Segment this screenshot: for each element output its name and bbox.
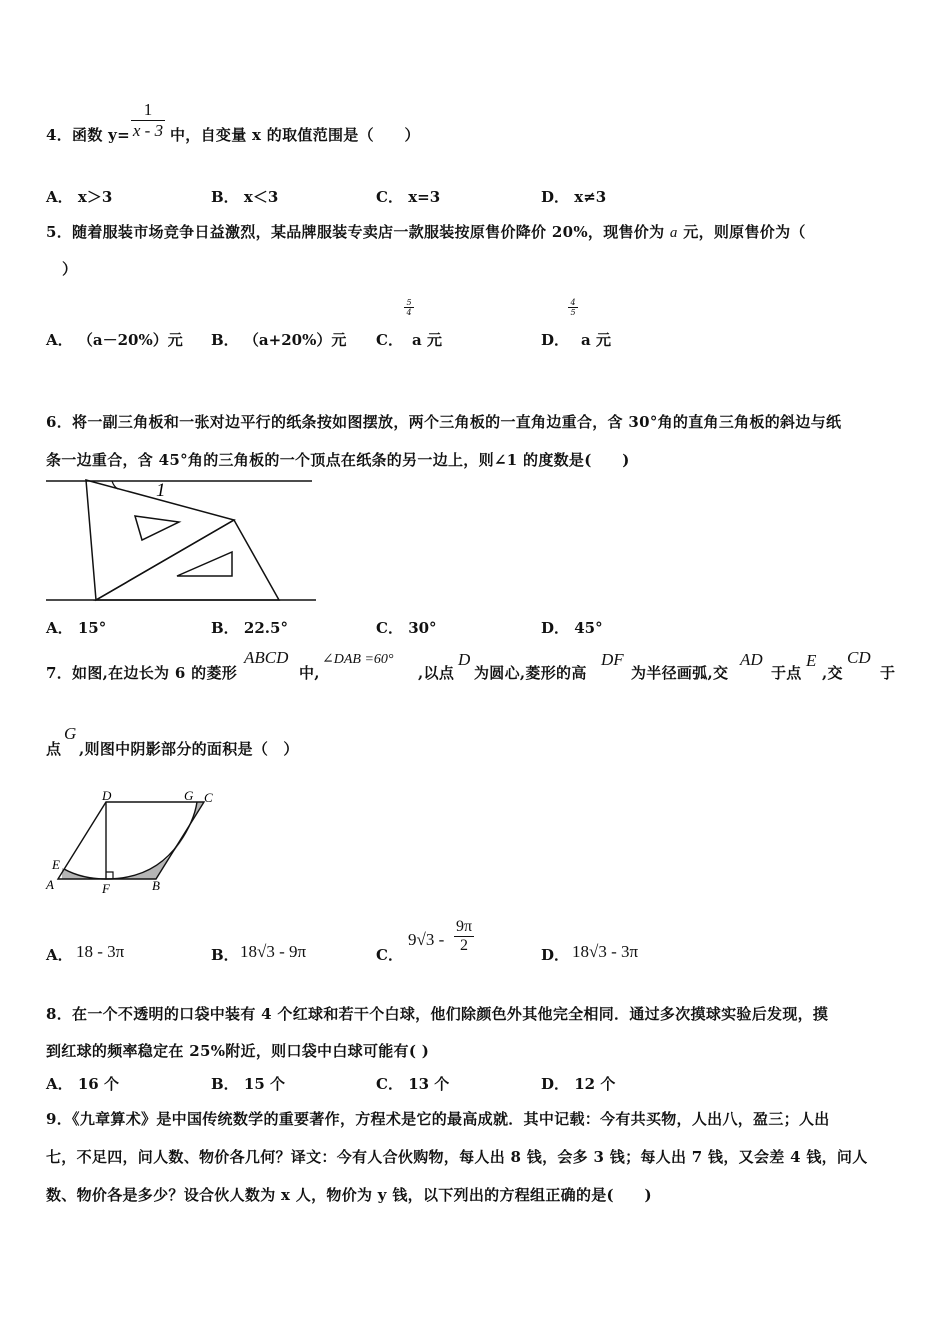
q7-option-d[interactable]: D． [541, 946, 570, 964]
q9-stem-line1: 9．《九章算术》是中国传统数学的重要著作，方程术是它的最高成就．其中记载：今有共买物，人出八，盈三；人出 [46, 1110, 830, 1128]
q7-text-3: ,以点 [418, 664, 455, 682]
q7-math-g: G [64, 724, 77, 743]
q4-frac-num: 1 [143, 100, 153, 119]
q8-option-c[interactable]: C． 13 个 [376, 1075, 450, 1093]
q7-line2-a: 点 [46, 740, 62, 758]
q7-math-ad: AD [740, 650, 763, 669]
q5-option-d[interactable]: D． [541, 331, 570, 349]
q4-fraction [128, 100, 168, 140]
label-f: F [102, 881, 110, 896]
q5-option-d-value: a 元 [581, 331, 611, 349]
q5-option-c[interactable]: C． [376, 331, 403, 349]
label-g: G [184, 788, 194, 803]
q5-option-d-fraction: $\frac{4}{5}$ [570, 298, 576, 318]
q4-option-c[interactable]: C． x=3 [376, 188, 441, 206]
q6-option-a[interactable]: A． 15° [46, 619, 107, 637]
q7-text-7: ,交 [822, 664, 843, 682]
q4-option-b[interactable]: B． x＜3 [211, 188, 279, 206]
label-a: A [46, 877, 54, 892]
q7-math-d: D [458, 650, 471, 669]
angle-1-label: 1 [156, 480, 166, 501]
q7-option-c-fraction: $\frac{9\pi}{2}$ [456, 918, 473, 955]
q6-stem-line2: 条一边重合，含 45°角的三角板的一个顶点在纸条的另一边上，则∠1 的度数是( ) [46, 451, 630, 469]
q8-option-b[interactable]: B． 15 个 [211, 1075, 286, 1093]
q6-option-d[interactable]: D． 45° [541, 619, 603, 637]
q8-stem-line1: 8．在一个不透明的口袋中装有 4 个红球和若干个白球，他们除颜色外其他完全相同．通过多次摸球实验后发现，摸 [46, 1005, 829, 1023]
q8-option-d[interactable]: D． 12 个 [541, 1075, 616, 1093]
q9-stem-line2: 七，不足四，问人数、物价各几何？译文：今有人合伙购物，每人出 8 钱，会多 3 钱；每人出 7 钱，又会差 4 钱，问人 [46, 1148, 868, 1166]
q7-option-c-value-a: 9√3 - [408, 930, 445, 949]
q7-text-8: 于 [880, 664, 896, 682]
q7-math-df: DF [601, 650, 624, 669]
q7-option-a[interactable]: A． [46, 946, 73, 964]
q4-option-d[interactable]: D． x≠3 [541, 188, 607, 206]
q7-line2-b: ,则图中阴影部分的面积是（ ） [79, 740, 299, 758]
q7-option-a-value: 18 - 3π [76, 942, 125, 961]
q8-stem-line2: 到红球的频率稳定在 25%附近，则口袋中白球可能有( ) [46, 1042, 430, 1060]
shaded-region-bottom [108, 856, 170, 879]
q5-stem-line1: 5．随着服装市场竞争日益激烈，某品牌服装专卖店一款服装按原售价降价 20%，现售价为 a 元，则原售价为（ [46, 223, 806, 241]
forty-five-degree-triangle [96, 520, 279, 600]
q7-text-2: 中, [299, 664, 320, 682]
q7-option-b-value: 18√3 - 9π [240, 942, 307, 961]
q4-prefix: 函数 y= [72, 126, 131, 144]
q7-rhombus-figure [44, 788, 224, 898]
q7-math-e: E [806, 651, 817, 670]
q5-var-a: a [669, 225, 678, 241]
q4-suffix: 中，自变量 x 的取值范围是（ ） [170, 126, 420, 144]
label-d: D [102, 788, 112, 803]
q6-option-c[interactable]: C． 30° [376, 619, 437, 637]
q4-frac-den: x - 3 [132, 120, 164, 140]
q8-option-a[interactable]: A． 16 个 [46, 1075, 119, 1093]
q7-text-1: 7．如图,在边长为 6 的菱形 [46, 664, 238, 682]
q7-option-c[interactable]: C． [376, 946, 403, 964]
forty-five-degree-triangle-hole [177, 552, 232, 576]
q7-text-6: 于点 [771, 664, 802, 682]
q7-option-b[interactable]: B． [211, 946, 239, 964]
q7-math-abcd: ABCD [244, 648, 289, 667]
q4-option-a[interactable]: A． x＞3 [46, 188, 113, 206]
q5-stem-line2: ） [62, 260, 78, 278]
q5-option-c-fraction: $\frac{5}{4}$ [406, 298, 412, 318]
q9-stem-line3: 数、物价各是多少？设合伙人数为 x 人，物价为 y 钱，以下列出的方程组正确的是( ) [46, 1186, 652, 1204]
q6-option-b[interactable]: B． 22.5° [211, 619, 288, 637]
q4-number: 4． [46, 126, 73, 144]
label-e: E [52, 857, 60, 872]
thirty-degree-triangle-hole [135, 516, 179, 540]
q5-option-b[interactable]: B． （a+20%）元 [211, 331, 347, 349]
q7-text-5: 为半径画弧,交 [631, 664, 729, 682]
label-b: B [152, 878, 160, 893]
arc-eg [64, 802, 197, 879]
q5-option-a[interactable]: A． （a－20%）元 [46, 331, 183, 349]
q5-option-c-value: a 元 [412, 331, 442, 349]
label-c: C [204, 790, 213, 805]
right-angle-mark [106, 872, 113, 879]
q7-math-angle: ∠DAB =60° [322, 652, 394, 667]
q7-math-cd: CD [847, 648, 871, 667]
q6-stem-line1: 6．将一副三角板和一张对边平行的纸条按如图摆放，两个三角板的一直角边重合，含 30°角的直角三角板的斜边与纸 [46, 413, 842, 431]
q7-text-4: 为圆心,菱形的高 [474, 664, 587, 682]
q7-option-d-value: 18√3 - 3π [572, 942, 639, 961]
rhombus-abcd [58, 802, 204, 879]
q4-stem [46, 124, 130, 145]
q6-triangle-figure [44, 478, 319, 606]
